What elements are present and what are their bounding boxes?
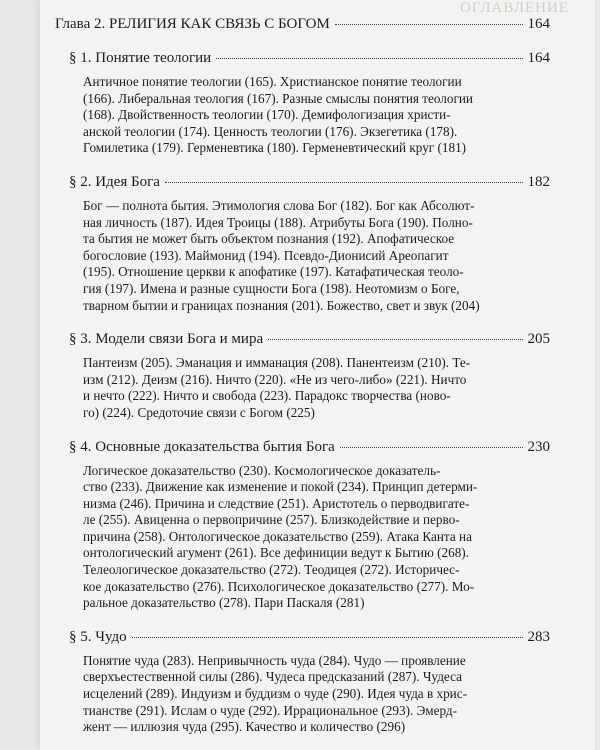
toc-section [69, 438, 550, 612]
section-subtopics [83, 198, 523, 314]
section-subtopics [83, 74, 523, 157]
chapter-heading[interactable] [55, 15, 550, 33]
subtopic-line: Гомилетика (179). Герменевтика (180). Герменевтический круг (181) [83, 140, 467, 156]
subtopic-line: (166). Либеральная теология (167). Разные смыслы понятия теологии [83, 90, 473, 106]
toc-section [69, 49, 550, 157]
section-page-number: 205 [527, 331, 550, 348]
subtopic-line: причина (258). Онтологическое доказательство (259). Атака Канта на [83, 528, 472, 544]
dot-leader [340, 447, 523, 448]
subtopic-line: кое доказательство (276). Психологическое доказательство (277). Мо- [83, 578, 475, 594]
section-heading[interactable] [69, 173, 550, 191]
subtopic-line: исцелений (289). Индуизм и буддизм о чуде (290). Идея чуда в хрис- [83, 686, 467, 702]
section-heading[interactable] [69, 330, 550, 348]
subtopic-line: ная личность (187). Идея Троицы (188). Атрибуты Бога (190). Полно- [83, 214, 473, 230]
subtopic-line: и нечто (222). Ничто и свобода (223). Парадокс творчества (ново- [83, 388, 451, 404]
section-page-number: 164 [527, 50, 550, 66]
dot-leader [132, 637, 523, 638]
subtopic-line: та бытия не может быть объектом познания (192). Апофатическое [83, 231, 455, 247]
chapter-page-number: 164 [527, 16, 550, 32]
dot-leader [216, 58, 522, 59]
section-title: § 4. Основные доказательства бытия Бога [69, 438, 335, 455]
section-heading[interactable] [69, 628, 550, 646]
toc-section [69, 173, 550, 314]
section-heading[interactable] [69, 438, 550, 456]
subtopic-line: Пантеизм (205). Эманация и имманация (208). Панентеизм (210). Те- [83, 355, 471, 371]
subtopic-line: Бог — полнота бытия. Этимология слова Бог (182). Бог как Абсолют- [83, 197, 475, 213]
subtopic-line: гия (197). Имена и разные сущности Бога (198). Неотомизм о Боге, [83, 280, 460, 296]
section-title: § 3. Модели связи Бога и мира [69, 331, 264, 348]
section-subtopics [83, 463, 523, 612]
section-page-number: 230 [527, 438, 550, 455]
section-subtopics [83, 653, 523, 736]
table-of-contents [55, 15, 550, 736]
toc-section [69, 330, 550, 421]
subtopic-line: сверхъестественной силы (286). Чудеса предсказаний (287). Чудеса [83, 669, 462, 685]
subtopic-line: изм (212). Деизм (216). Ничто (220). «Не из чего-либо» (221). Ничто [83, 371, 467, 387]
subtopic-line: онтологический агумент (261). Все дефиниции ведут к Бытию (268). [83, 545, 469, 561]
running-header-ghost: ОГЛАВЛЕНИЕ [460, 0, 569, 16]
subtopic-line: Логическое доказательство (230). Космологическое доказатель- [83, 462, 441, 478]
section-subtopics [83, 355, 523, 421]
dot-leader [268, 339, 522, 340]
toc-section [69, 628, 550, 736]
dot-leader [165, 182, 523, 183]
subtopic-line: ральное доказательство (278). Пари Паскаля (281) [83, 595, 365, 611]
subtopic-line: (168). Двойственность теологии (170). Демифологизация христи- [83, 107, 451, 123]
subtopic-line: Понятие чуда (283). Непривычность чуда (284). Чудо — проявление [83, 652, 466, 668]
section-title: § 5. Чудо [69, 628, 127, 645]
subtopic-line: низма (246). Причина и следствие (251). Аристотель о перводвигате- [83, 495, 470, 511]
section-title: § 2. Идея Бога [69, 173, 160, 190]
subtopic-line: анской теологии (174). Ценность теологии (176). Экзегетика (178). [83, 123, 458, 139]
subtopic-line: ство (233). Движение как изменение и покой (234). Принцип детерми- [83, 479, 478, 495]
subtopic-line: (195). Отношение церкви к апофатике (197). Катафатическая теоло- [83, 264, 464, 280]
subtopic-line: тианстве (291). Ислам о чуде (292). Иррациональное (293). Эмерд- [83, 702, 458, 718]
dot-leader [335, 24, 523, 25]
subtopic-line: Телеологическое доказательство (272). Теодицея (272). Историчес- [83, 562, 460, 578]
chapter-title: Глава 2. РЕЛИГИЯ КАК СВЯЗЬ С БОГОМ [55, 16, 330, 32]
section-page-number: 283 [527, 628, 550, 645]
section-title: § 1. Понятие теологии [69, 50, 212, 66]
subtopic-line: ле (255). Авиценна о первопричине (257). Близкодействие и перво- [83, 512, 460, 528]
subtopic-line: Античное понятие теологии (165). Христианское понятие теологии [83, 74, 462, 89]
subtopic-line: го) (224). Средоточие связи с Богом (225) [83, 404, 315, 420]
subtopic-line: богословие (193). Маймонид (194). Псевдо-Дионисий Ареопагит [83, 247, 449, 263]
subtopic-line: жент — иллюзия чуда (295). Качество и количество (296) [83, 719, 406, 735]
subtopic-line: тварном бытии и границах познания (201). Божество, свет и звук (204) [83, 297, 480, 313]
section-heading[interactable] [69, 49, 550, 67]
section-page-number: 182 [527, 173, 550, 190]
